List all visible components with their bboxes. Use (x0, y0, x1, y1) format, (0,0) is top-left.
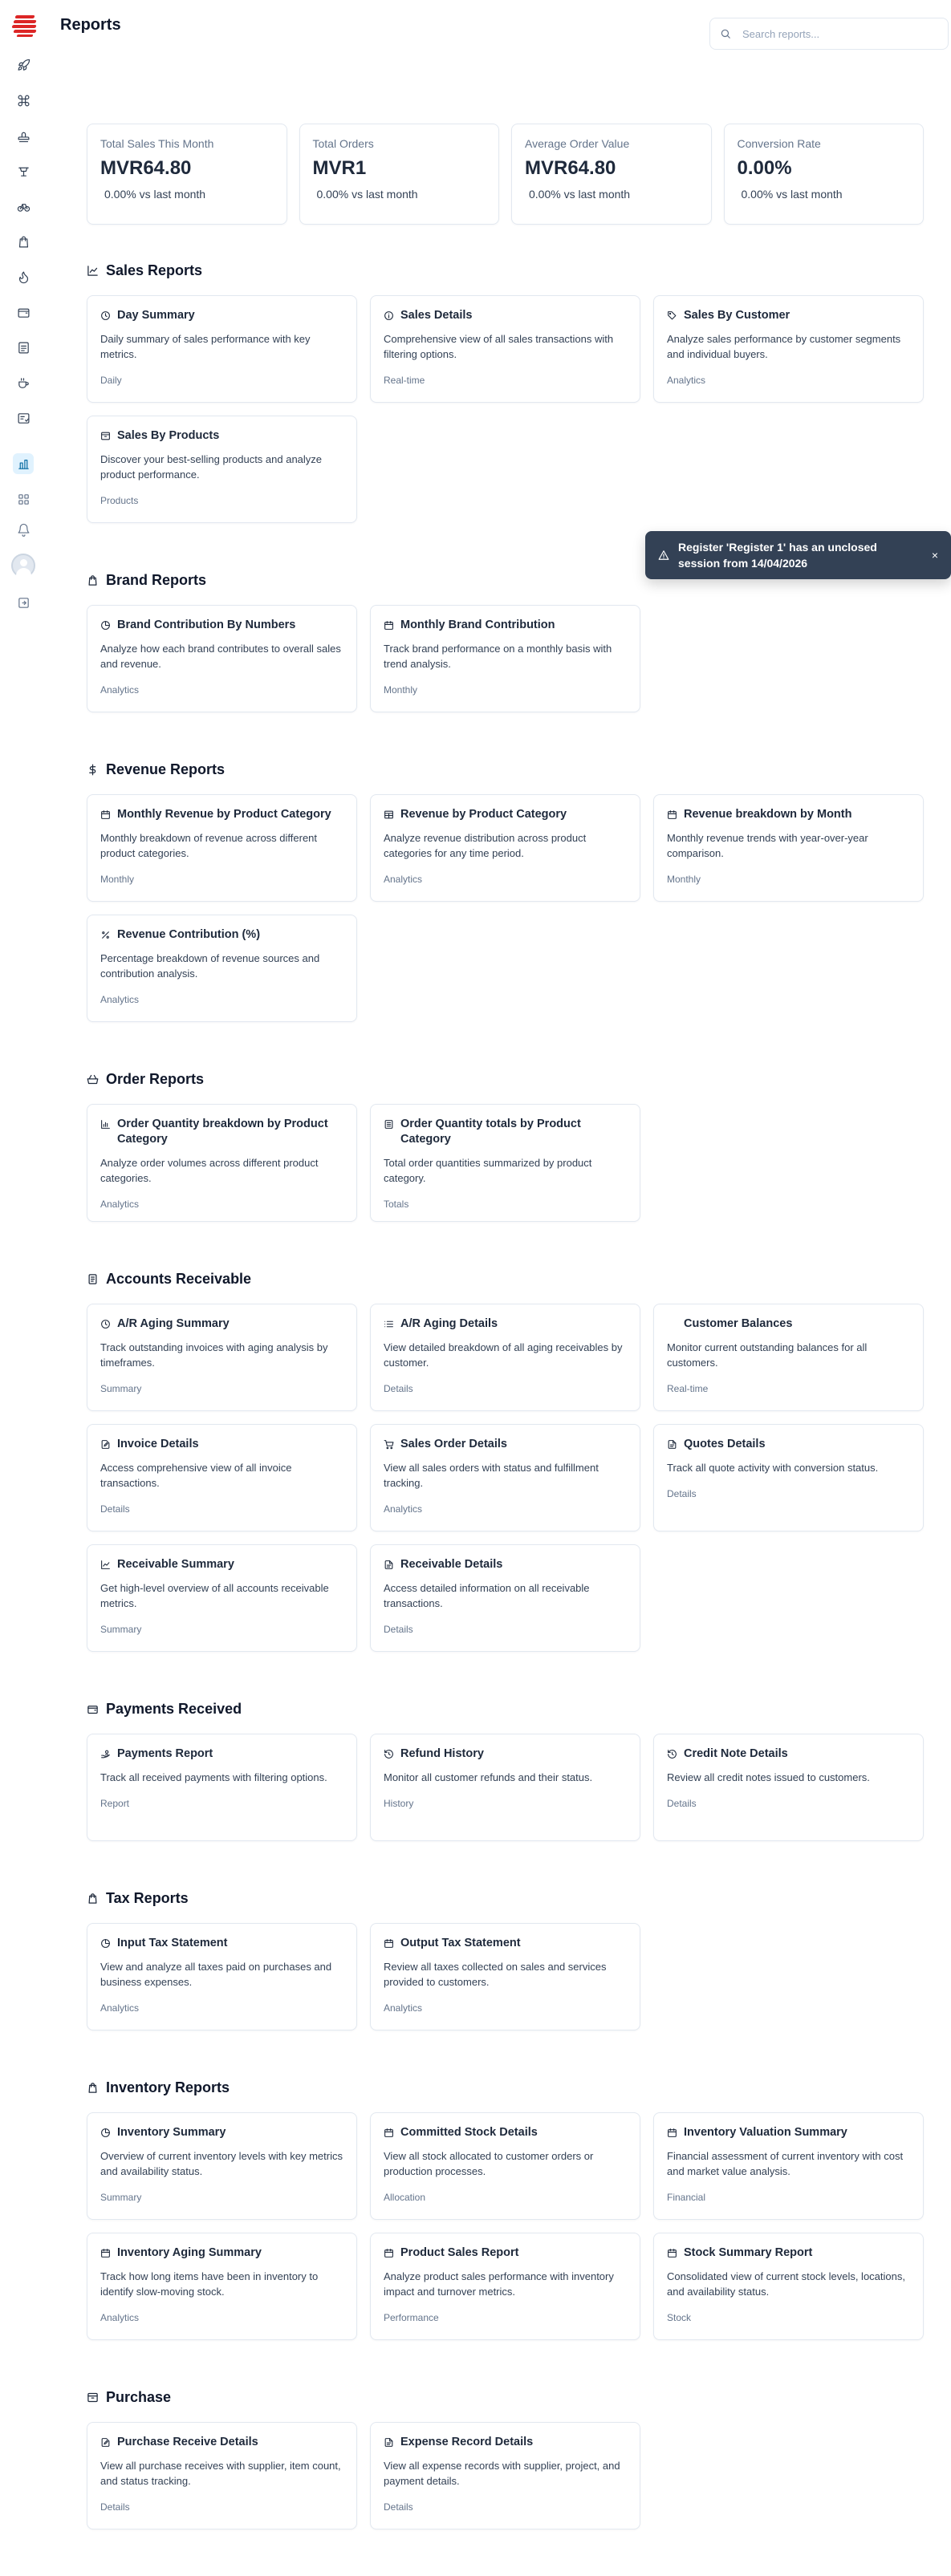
calendar-icon (100, 809, 111, 820)
report-card-title: Receivable Summary (117, 1558, 234, 1571)
stats-row (87, 124, 924, 225)
report-card[interactable] (370, 1104, 640, 1222)
report-card-tag: Summary (100, 1383, 142, 1394)
report-card-header (667, 1746, 910, 1762)
report-card-tag: Real-time (667, 1383, 709, 1394)
report-card-tag: Summary (100, 1624, 142, 1635)
calendar-icon (384, 2128, 394, 2138)
report-card-description: View and analyze all taxes paid on purchases and business expenses. (100, 1961, 332, 1988)
report-card-tag: Details (384, 2501, 413, 2513)
line-chart-icon (100, 1560, 111, 1570)
report-card[interactable] (87, 295, 357, 403)
report-card-title: Day Summary (117, 309, 195, 322)
close-icon[interactable]: × (931, 549, 938, 562)
report-card-title: A/R Aging Details (400, 1317, 498, 1330)
document-icon (87, 1273, 99, 1285)
calendar-icon (384, 2248, 394, 2258)
stamp-icon[interactable] (13, 125, 34, 146)
section-title: Brand Reports (106, 571, 207, 588)
section-title: Inventory Reports (106, 2079, 230, 2095)
calendar-icon (384, 620, 394, 631)
report-card-header (100, 618, 343, 633)
stat-label: Total Sales This Month (100, 137, 214, 150)
flame-icon[interactable] (13, 266, 34, 287)
report-card-header (667, 807, 910, 822)
report-card[interactable] (653, 794, 924, 902)
report-card-tag: Analytics (384, 2002, 423, 2014)
report-card-title: Receivable Details (400, 1558, 503, 1571)
report-section (87, 570, 924, 712)
report-grid (87, 295, 924, 523)
report-card-tag: Stock (667, 2312, 692, 2323)
report-card-header (384, 2435, 627, 2450)
report-card-description: Discover your best-selling products and analyze product performance. (100, 453, 323, 481)
sidebar (0, 0, 48, 2466)
report-card-title: Sales By Customer (684, 309, 790, 322)
report-card-description: View all sales orders with status and fulfillment tracking. (384, 1462, 599, 1489)
report-card-tag: Details (667, 1488, 697, 1499)
report-card-description: Financial assessment of current inventory with cost and market value analysis. (667, 2150, 904, 2177)
command-icon[interactable] (13, 90, 34, 111)
report-card-title: Refund History (400, 1747, 484, 1760)
report-card-tag: Products (100, 495, 139, 506)
report-card-header (100, 308, 343, 323)
report-card-header (100, 1557, 343, 1572)
search-icon (720, 28, 731, 39)
report-card-header (384, 2245, 627, 2261)
report-card-description: Total order quantities summarized by product category. (384, 1157, 592, 1184)
coffee-icon[interactable] (13, 372, 34, 393)
report-grid (87, 2112, 924, 2340)
calendar-icon (667, 2248, 677, 2258)
shopping-bag-icon (87, 574, 99, 586)
report-card-tag: Monthly (100, 874, 135, 885)
report-card-title: Revenue Contribution (%) (117, 928, 261, 941)
wallet-icon (87, 1703, 99, 1715)
report-card[interactable] (87, 605, 357, 712)
stat-label: Conversion Rate (737, 137, 821, 150)
grid-icon[interactable] (13, 489, 34, 509)
report-section (87, 1069, 924, 1222)
report-card-title: Input Tax Statement (117, 1937, 228, 1949)
report-card-title: A/R Aging Summary (117, 1317, 230, 1330)
report-card-tag: Monthly (667, 874, 701, 885)
report-card-header (100, 2245, 343, 2261)
report-card-description: Get high-level overview of all accounts receivable metrics. (100, 1582, 329, 1609)
report-card[interactable] (653, 1734, 924, 1841)
report-card-header (100, 2125, 343, 2140)
report-card-description: Overview of current inventory levels with key metrics and availability status. (100, 2150, 343, 2177)
report-card[interactable] (653, 2112, 924, 2220)
report-card-description: Monitor current outstanding balances for all customers. (667, 1341, 868, 1369)
section-title: Purchase (106, 2388, 172, 2405)
report-card-description: Monitor all customer refunds and their status. (384, 1771, 593, 1783)
report-card-description: Analyze how each brand contributes to overall sales and revenue. (100, 643, 341, 670)
report-card-description: Analyze order volumes across different product categories. (100, 1157, 319, 1184)
report-card-description: View all stock allocated to customer orders or production processes. (384, 2150, 594, 2177)
receipt-icon[interactable] (13, 408, 34, 428)
report-card-header (100, 1746, 343, 1762)
section-title: Sales Reports (106, 262, 203, 278)
report-card-description: View all expense records with supplier, project, and payment details. (384, 2460, 620, 2487)
report-card-header (100, 1117, 343, 1147)
report-grid (87, 2422, 924, 2529)
report-card[interactable] (87, 1104, 357, 1222)
report-card[interactable] (370, 2233, 640, 2340)
report-grid (87, 1734, 924, 1841)
stat-change: 0.00% vs last month (741, 188, 843, 201)
clock-icon (100, 310, 111, 321)
report-card-title: Purchase Receive Details (117, 2436, 258, 2448)
section-heading (87, 1268, 924, 1289)
report-card-title: Revenue by Product Category (400, 808, 567, 821)
report-card-header (384, 618, 627, 633)
report-card-description: Track outstanding invoices with aging analysis by timeframes. (100, 1341, 328, 1369)
report-card[interactable] (653, 1304, 924, 1411)
hand-coins-icon (100, 1749, 111, 1759)
report-card-header (384, 1437, 627, 1452)
calendar-icon (667, 2128, 677, 2138)
shopping-bag-icon[interactable] (13, 231, 34, 252)
report-card-header (100, 1316, 343, 1332)
report-card[interactable] (653, 295, 924, 403)
report-card[interactable] (87, 2422, 357, 2529)
report-card-title: Sales Order Details (400, 1438, 507, 1450)
warning-icon (658, 550, 669, 561)
exit-icon[interactable] (13, 592, 34, 613)
report-card-tag: Analytics (100, 994, 140, 1005)
stat-label: Total Orders (312, 137, 374, 150)
section-heading (87, 260, 924, 281)
report-section (87, 260, 924, 523)
report-card-title: Product Sales Report (400, 2246, 519, 2259)
report-card-header (384, 1936, 627, 1951)
report-card-tag: History (384, 1798, 414, 1809)
report-card-tag: Report (100, 1798, 130, 1809)
wallet-icon[interactable] (13, 302, 34, 323)
section-title: Order Reports (106, 1070, 205, 1087)
tag-icon (667, 310, 677, 321)
report-card-tag: Real-time (384, 375, 425, 386)
report-card-title: Stock Summary Report (684, 2246, 813, 2259)
section-title: Accounts Receivable (106, 1270, 252, 1287)
report-section (87, 2387, 924, 2529)
history-icon (384, 1749, 394, 1759)
report-card-tag: Performance (384, 2312, 439, 2323)
report-card[interactable] (370, 295, 640, 403)
report-card-title: Customer Balances (684, 1317, 793, 1330)
section-title: Payments Received (106, 1700, 242, 1717)
history-icon (667, 1749, 677, 1759)
report-card[interactable] (370, 1544, 640, 1652)
section-heading (87, 2077, 924, 2098)
report-section (87, 759, 924, 1022)
file-text-icon (384, 1560, 394, 1570)
section-title: Revenue Reports (106, 761, 226, 777)
report-card[interactable] (87, 915, 357, 1022)
report-card[interactable] (87, 416, 357, 523)
dollar-icon (87, 764, 99, 776)
report-card[interactable] (87, 794, 357, 902)
report-card-title: Order Quantity breakdown by Product Category (117, 1118, 328, 1146)
report-card-description: Analyze sales performance by customer segments and individual buyers. (667, 333, 901, 360)
report-card-header (667, 1437, 910, 1452)
report-card-header (384, 1316, 627, 1332)
report-card-description: View all purchase receives with supplier, item count, and status tracking. (100, 2460, 341, 2487)
calendar-icon (384, 1938, 394, 1949)
report-card[interactable] (370, 1923, 640, 2030)
report-card[interactable] (87, 2233, 357, 2340)
report-card-header (384, 1746, 627, 1762)
report-card-description: Daily summary of sales performance with key metrics. (100, 333, 311, 360)
report-card-title: Quotes Details (684, 1438, 766, 1450)
report-card-title: Inventory Summary (117, 2126, 226, 2139)
report-card-title: Sales By Products (117, 429, 220, 442)
pie-icon (100, 2128, 111, 2138)
report-card-header (100, 1437, 343, 1452)
report-card-description: Access comprehensive view of all invoice transactions. (100, 1462, 292, 1489)
report-card-header (384, 1557, 627, 1572)
report-card-title: Output Tax Statement (400, 1937, 521, 1949)
stat-change: 0.00% vs last month (316, 188, 418, 201)
brand-logo[interactable] (12, 14, 36, 37)
basket-icon (87, 1073, 99, 1085)
report-card-tag: Daily (100, 375, 122, 386)
stat-value: MVR64.80 (525, 157, 616, 179)
report-card-header (667, 1316, 910, 1332)
report-grid (87, 1923, 924, 2030)
report-card-description: Review all credit notes issued to customers. (667, 1771, 870, 1783)
report-card-header (384, 1117, 627, 1147)
report-card-title: Monthly Brand Contribution (400, 619, 555, 631)
stat-card (87, 124, 287, 225)
report-card-description: Comprehensive view of all sales transactions with filtering options. (384, 333, 614, 360)
section-heading (87, 759, 924, 780)
report-card[interactable] (87, 2112, 357, 2220)
report-card-header (100, 428, 343, 444)
report-card-description: Track brand performance on a monthly basis with trend analysis. (384, 643, 612, 670)
pie-icon (100, 1938, 111, 1949)
report-card-tag: Details (384, 1383, 413, 1394)
file-text-icon (667, 1439, 677, 1450)
report-card-title: Payments Report (117, 1747, 213, 1760)
report-card-header (667, 308, 910, 323)
bar-chart-icon (100, 1119, 111, 1130)
table-icon (384, 809, 394, 820)
file-text-icon[interactable] (13, 337, 34, 358)
package-icon (87, 2391, 99, 2404)
report-card-description: Analyze revenue distribution across product categories for any time period. (384, 832, 587, 859)
report-card-tag: Details (384, 1624, 413, 1635)
reports-icon[interactable] (13, 453, 34, 474)
section-heading (87, 1888, 924, 1909)
report-card-tag: Summary (100, 2192, 142, 2203)
report-card[interactable] (87, 1923, 357, 2030)
percent-icon (100, 930, 111, 940)
list-icon (384, 1319, 394, 1329)
report-card-tag: Analytics (100, 2312, 140, 2323)
report-card[interactable] (653, 2233, 924, 2340)
report-card-description: Track all received payments with filtering options. (100, 1771, 327, 1783)
bell-icon[interactable] (13, 519, 34, 540)
report-card-description: Percentage breakdown of revenue sources and contribution analysis. (100, 952, 320, 980)
stat-value: MVR1 (312, 157, 367, 179)
report-card-description: View detailed breakdown of all aging receivables by customer. (384, 1341, 623, 1369)
report-card-title: Inventory Valuation Summary (684, 2126, 847, 2139)
bicycle-icon[interactable] (13, 196, 34, 217)
shopping-bag-icon (87, 2082, 99, 2094)
avatar[interactable] (11, 554, 35, 578)
stat-value: 0.00% (737, 157, 792, 179)
report-card-tag: Financial (667, 2192, 706, 2203)
line-chart-icon (87, 265, 99, 277)
calendar-icon (100, 2248, 111, 2258)
report-card[interactable] (87, 1304, 357, 1411)
report-section (87, 2077, 924, 2340)
file-edit-icon (100, 2437, 111, 2448)
report-card-description: Monthly revenue trends with year-over-year comparison. (667, 832, 868, 859)
report-card[interactable] (370, 794, 640, 902)
report-card-header (100, 927, 343, 943)
report-card-description: Track how long items have been in inventory to identify slow-moving stock. (100, 2270, 319, 2298)
rocket-icon[interactable] (13, 55, 34, 75)
report-section (87, 1888, 924, 2030)
info-icon (384, 310, 394, 321)
stat-value: MVR64.80 (100, 157, 192, 179)
report-card-header (100, 807, 343, 822)
report-card-title: Credit Note Details (684, 1747, 788, 1760)
file-text-icon (384, 2437, 394, 2448)
report-card-title: Brand Contribution By Numbers (117, 619, 296, 631)
report-grid (87, 794, 924, 1022)
report-card-header (384, 308, 627, 323)
report-card-title: Monthly Revenue by Product Category (117, 808, 331, 821)
report-grid (87, 1104, 924, 1222)
stat-card (299, 124, 500, 225)
armchair-icon[interactable] (13, 160, 34, 181)
report-grid (87, 1304, 924, 1652)
list-box-icon (384, 1119, 394, 1130)
report-card-tag: Details (100, 1503, 130, 1515)
session-toast (645, 531, 951, 579)
report-card-header (667, 2125, 910, 2140)
report-card-header (384, 807, 627, 822)
report-card-title: Invoice Details (117, 1438, 199, 1450)
cart-icon (384, 1439, 394, 1450)
report-card-title: Sales Details (400, 309, 473, 322)
report-card-header (100, 2435, 343, 2450)
report-card-description: Track all quote activity with conversion status. (667, 1462, 879, 1474)
package-icon (100, 431, 111, 441)
report-card-tag: Analytics (100, 1199, 140, 1210)
report-card[interactable] (653, 1424, 924, 1531)
pie-icon (100, 620, 111, 631)
report-card-description: Consolidated view of current stock levels, locations, and availability status. (667, 2270, 905, 2298)
report-card-title: Inventory Aging Summary (117, 2246, 262, 2259)
report-card[interactable] (370, 1734, 640, 1841)
report-section (87, 1268, 924, 1652)
report-card-title: Order Quantity totals by Product Category (400, 1118, 581, 1146)
report-card[interactable] (87, 1734, 357, 1841)
report-card-tag: Analytics (384, 874, 423, 885)
report-card-tag: Analytics (100, 684, 140, 696)
section-heading (87, 1069, 924, 1089)
report-card-tag: Monthly (384, 684, 418, 696)
report-card[interactable] (370, 2422, 640, 2529)
stat-change: 0.00% vs last month (529, 188, 631, 201)
file-edit-icon (100, 1439, 111, 1450)
report-card-tag: Allocation (384, 2192, 426, 2203)
report-section (87, 1698, 924, 1841)
report-card[interactable] (370, 605, 640, 712)
stat-card (724, 124, 925, 225)
report-card-tag: Analytics (100, 2002, 140, 2014)
report-card-header (667, 2245, 910, 2261)
report-card-tag: Details (667, 1798, 697, 1809)
report-card[interactable] (87, 1424, 357, 1531)
report-card-tag: Totals (384, 1199, 409, 1210)
stat-change: 0.00% vs last month (104, 188, 206, 201)
report-card-tag: Analytics (667, 375, 706, 386)
report-card[interactable] (370, 1424, 640, 1531)
report-card-description: Access detailed information on all receivable transactions. (384, 1582, 590, 1609)
stat-label: Average Order Value (525, 137, 630, 150)
report-card-description: Review all taxes collected on sales and services provided to customers. (384, 1961, 607, 1988)
shopping-bag-icon (87, 1892, 99, 1905)
section-heading (87, 1698, 924, 1719)
section-heading (87, 2387, 924, 2408)
search-input[interactable] (742, 28, 927, 40)
report-card-description: Monthly breakdown of revenue across different product categories. (100, 832, 318, 859)
report-grid (87, 605, 924, 712)
calendar-icon (667, 809, 677, 820)
report-card[interactable] (370, 2112, 640, 2220)
report-card-header (100, 1936, 343, 1951)
page-title: Reports (60, 16, 121, 34)
report-card[interactable] (87, 1544, 357, 1652)
stat-card (511, 124, 712, 225)
report-card[interactable] (370, 1304, 640, 1411)
report-card-title: Revenue breakdown by Month (684, 808, 852, 821)
search-box[interactable] (709, 18, 949, 50)
report-card-tag: Analytics (384, 1503, 423, 1515)
report-card-title: Expense Record Details (400, 2436, 534, 2448)
report-sections (87, 260, 924, 2576)
toast-message: Register 'Register 1' has an unclosed session from 14/04/2026 (678, 541, 877, 570)
report-card-header (384, 2125, 627, 2140)
report-card-description: Analyze product sales performance with inventory impact and turnover metrics. (384, 2270, 614, 2298)
report-card-title: Committed Stock Details (400, 2126, 538, 2139)
clock-icon (100, 1319, 111, 1329)
section-title: Tax Reports (106, 1889, 189, 1906)
report-card-tag: Details (100, 2501, 130, 2513)
